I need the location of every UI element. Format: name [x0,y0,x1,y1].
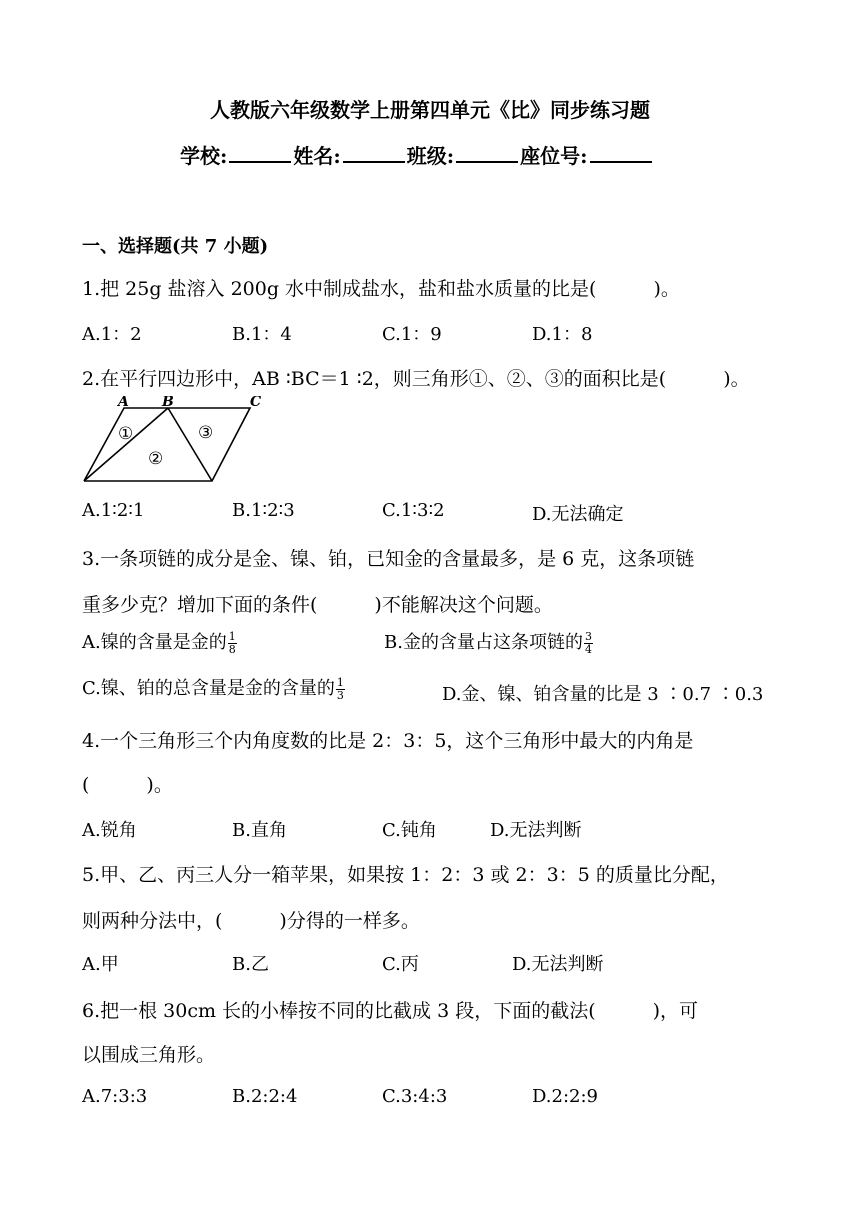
q3-option-c-text: C.镍、铂的总含量是金的含量的 [82,678,335,699]
q3-option-d[interactable]: D.金、镍、铂含量的比是 3 ∶0.7 ∶0.3 [442,684,764,705]
question-4-line-1: 4.一个三角形三个内角度数的比是 2：3：5，这个三角形中最大的内角是 [82,730,694,752]
question-5-line-1: 5.甲、乙、丙三人分一箱苹果，如果按 1：2：3 或 2：3：5 的质量比分配， [82,864,729,886]
region-2-label: ② [148,449,164,469]
q3-option-a-text: A.镍的含量是金的 [82,632,227,653]
region-3-label: ③ [198,423,214,443]
q1-option-a[interactable]: A.1：2 [82,324,142,345]
q1-option-c[interactable]: C.1：9 [382,324,442,345]
question-2: 2.在平行四边形中，AB ∶BC＝1 ∶2，则三角形①、②、③的面积比是( )。 [82,368,750,390]
fraction-numerator: 1 [336,675,344,689]
label-c: C [250,396,262,410]
label-a: A [118,396,129,410]
school-blank[interactable] [229,145,291,163]
q6-option-a[interactable]: A.7:3:3 [82,1086,148,1107]
q5-option-d[interactable]: D.无法判断 [512,954,604,975]
q2-option-b[interactable]: B.1∶2∶3 [232,500,295,521]
q2-option-a[interactable]: A.1∶2∶1 [82,500,145,521]
seat-blank[interactable] [590,145,652,163]
label-b: B [162,396,174,410]
q3-option-b-fraction [584,631,593,656]
q4-option-a[interactable]: A.锐角 [82,820,137,841]
parallelogram-figure [78,396,278,486]
class-label: 班级: [406,144,455,168]
q4-option-c[interactable]: C.钝角 [382,820,437,841]
name-blank[interactable] [343,145,405,163]
q4-option-b[interactable]: B.直角 [232,820,287,841]
page-title: 人教版六年级数学上册第四单元《比》同步练习题 [210,98,650,122]
q1-option-d[interactable]: D.1：8 [532,324,593,345]
question-1: 1.把 25g 盐溶入 200g 水中制成盐水，盐和盐水质量的比是( )。 [82,278,680,300]
diagonal-line [84,408,168,481]
q3-option-a-fraction [228,631,237,656]
fraction-denominator: 8 [228,642,236,656]
q5-option-b[interactable]: B.乙 [232,954,269,975]
q3-option-b[interactable] [384,628,593,656]
question-6-line-2: 以围成三角形。 [82,1044,216,1066]
question-3-line-2: 重多少克？增加下面的条件( )不能解决这个问题。 [82,594,553,616]
fraction-denominator: 3 [336,688,344,702]
q3-option-a[interactable] [82,628,237,656]
seat-label: 座位号: [520,144,588,168]
q5-option-a[interactable]: A.甲 [82,954,119,975]
question-5-line-2: 则两种分法中，( )分得的一样多。 [82,910,420,932]
q6-option-d[interactable]: D.2:2:9 [532,1086,598,1107]
question-3-line-1: 3.一条项链的成分是金、镍、铂，已知金的含量最多，是 6 克，这条项链 [82,548,695,570]
class-blank[interactable] [456,145,518,163]
parallelogram-outline [84,408,250,481]
q4-option-d[interactable]: D.无法判断 [490,820,582,841]
question-4-line-2: ( )。 [82,774,173,796]
q3-option-b-text: B.金的含量占这条项链的 [384,632,583,653]
fraction-numerator: 1 [228,629,236,643]
q6-option-b[interactable]: B.2:2:4 [232,1086,298,1107]
q2-option-c[interactable]: C.1∶3∶2 [382,500,445,521]
student-info-line [180,140,654,169]
name-label: 姓名: [293,144,341,168]
fraction-denominator: 4 [584,642,592,656]
fraction-numerator: 3 [584,629,592,643]
q3-option-c[interactable] [82,674,345,702]
region-1-label: ① [118,424,134,444]
q3-option-c-fraction [336,677,345,702]
question-6-line-1: 6.把一根 30cm 长的小棒按不同的比截成 3 段，下面的截法( )，可 [82,1000,699,1022]
segment-b-to-base [168,408,212,481]
section-heading: 一、选择题(共 7 小题) [82,236,269,257]
q1-option-b[interactable]: B.1：4 [232,324,292,345]
school-label: 学校: [180,144,228,168]
q6-option-c[interactable]: C.3:4:3 [382,1086,448,1107]
q5-option-c[interactable]: C.丙 [382,954,419,975]
q2-option-d[interactable]: D.无法确定 [532,504,624,525]
